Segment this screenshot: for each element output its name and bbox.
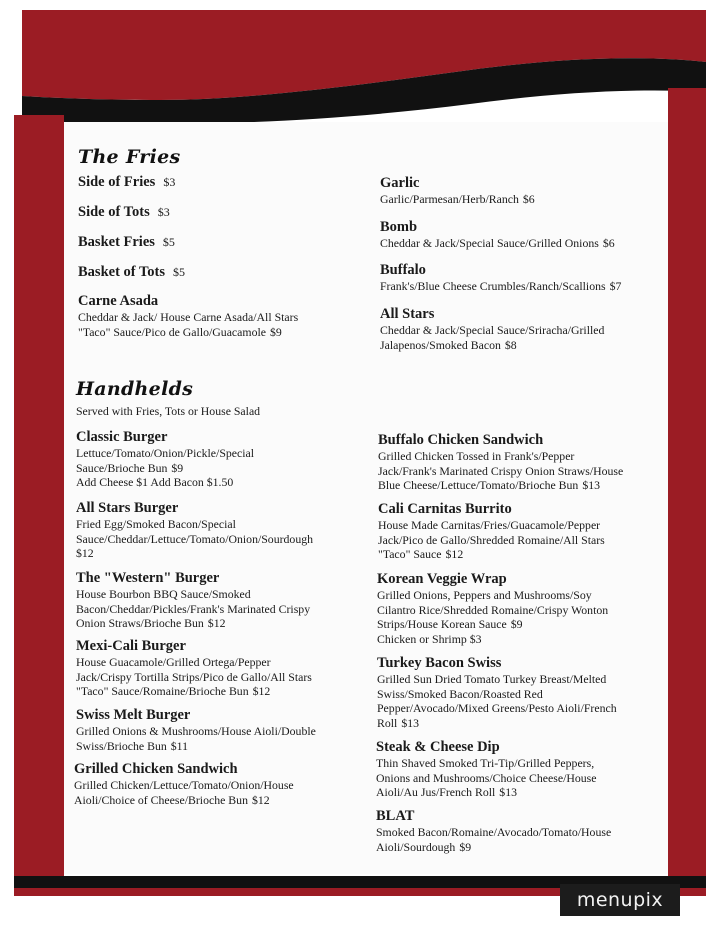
- item-desc: "Taco" Sauce/Romaine/Brioche Bun: [76, 684, 249, 699]
- item-price: $13: [499, 785, 517, 800]
- item-desc: House Bourbon BBQ Sauce/Smoked: [76, 587, 251, 601]
- item-desc: Bacon/Cheddar/Pickles/Frank's Marinated Crispy: [76, 601, 311, 616]
- item-desc: Blue Cheese/Lettuce/Tomato/Brioche Bun: [378, 478, 579, 493]
- item-desc: Garlic/Parmesan/Herb/Ranch: [380, 192, 519, 206]
- item-name: The "Western" Burger: [76, 570, 220, 586]
- handhelds-title: Handhelds: [76, 378, 194, 400]
- fries-item-carne-asada: [78, 293, 298, 339]
- item-desc: Sauce/Cheddar/Lettuce/Tomato/Onion/Sourdough: [76, 531, 314, 546]
- item-desc: Aioli/Sourdough: [376, 839, 456, 854]
- item-price: $12: [251, 792, 270, 807]
- item-name: Mexi-Cali Burger: [76, 638, 186, 654]
- item-price: $6: [522, 192, 535, 206]
- handheld-korean-veggie-wrap: [377, 571, 608, 646]
- handheld-western-burger: [76, 570, 310, 631]
- item-price: $11: [170, 738, 189, 753]
- item-desc: Fried Egg/Smoked Bacon/Special: [76, 517, 236, 531]
- item-desc: Grilled Onions & Mushrooms/House Aioli/Double: [76, 724, 316, 738]
- item-desc: Jack/Frank's Marinated Crispy Onion Straws/House: [378, 463, 624, 478]
- item-name: Cali Carnitas Burrito: [378, 501, 512, 517]
- item-desc: Thin Shaved Smoked Tri-Tip/Grilled Peppers,: [376, 756, 595, 770]
- item-name: Steak & Cheese Dip: [376, 739, 500, 755]
- item-price: $5: [173, 265, 186, 279]
- item-name: All Stars: [380, 306, 435, 322]
- handheld-classic-burger: [76, 429, 254, 490]
- handheld-blat: [376, 808, 611, 854]
- item-desc: Frank's/Blue Cheese Crumbles/Ranch/Scallions: [380, 279, 606, 293]
- item-name: Grilled Chicken Sandwich: [74, 761, 238, 777]
- handheld-mexi-cali-burger: [76, 638, 312, 699]
- item-desc: Grilled Onions, Peppers and Mushrooms/Soy: [377, 588, 592, 602]
- item-desc: Grilled Chicken Tossed in Frank's/Pepper: [378, 449, 575, 463]
- item-name: Basket Fries: [78, 234, 155, 250]
- item-price: $7: [609, 279, 622, 293]
- handheld-swiss-melt-burger: [76, 707, 316, 753]
- menupix-watermark: menupix: [560, 884, 680, 916]
- item-price: $12: [445, 547, 464, 562]
- item-desc: Cheddar & Jack/Special Sauce/Grilled Onions: [380, 236, 599, 250]
- item-desc: Onion Straws/Brioche Bun: [76, 616, 204, 631]
- item-name: Swiss Melt Burger: [76, 707, 191, 723]
- item-price: $12: [207, 616, 226, 631]
- handheld-buffalo-chicken-sandwich: [378, 432, 623, 493]
- item-price: $3: [157, 205, 170, 219]
- item-desc: "Taco" Sauce: [378, 547, 442, 562]
- fries-item-basket-fries: [78, 233, 175, 251]
- item-name: Side of Fries: [78, 174, 156, 190]
- item-price: $3: [163, 175, 176, 189]
- item-desc: Swiss/Smoked Bacon/Roasted Red: [377, 686, 543, 701]
- handheld-grilled-chicken-sandwich: [74, 761, 294, 807]
- item-desc: "Taco" Sauce/Pico de Gallo/Guacamole: [78, 324, 266, 339]
- item-desc: Aioli/Choice of Cheese/Brioche Bun: [74, 792, 248, 807]
- item-desc: Grilled Chicken/Lettuce/Tomato/Onion/House: [74, 778, 294, 792]
- fries-item-buffalo: [380, 262, 621, 294]
- item-name: Buffalo Chicken Sandwich: [378, 432, 544, 448]
- item-price: $9: [171, 460, 184, 475]
- handheld-steak-cheese-dip: [376, 739, 597, 800]
- item-name: All Stars Burger: [76, 500, 179, 516]
- item-desc: Lettuce/Tomato/Onion/Pickle/Special: [76, 446, 255, 460]
- item-addon: Add Cheese $1 Add Bacon $1.50: [76, 475, 234, 490]
- item-desc: House Guacamole/Grilled Ortega/Pepper: [76, 655, 271, 669]
- item-name: Side of Tots: [78, 204, 150, 220]
- item-price: $9: [459, 839, 472, 854]
- item-desc: Jack/Crispy Tortilla Strips/Pico de Gallo/All Stars: [76, 669, 312, 684]
- item-desc: Cilantro Rice/Shredded Romaine/Crispy Wonton: [377, 602, 609, 617]
- item-name: BLAT: [376, 808, 415, 824]
- item-addon: Chicken or Shrimp $3: [377, 631, 482, 646]
- item-desc: Grilled Sun Dried Tomato Turkey Breast/Melted: [377, 672, 607, 686]
- handheld-turkey-bacon-swiss: [377, 655, 617, 730]
- fries-item-all-stars: [380, 306, 604, 352]
- item-desc: Cheddar & Jack/ House Carne Asada/All Stars: [78, 310, 299, 324]
- fries-item-bomb: [380, 219, 615, 251]
- fries-item-side-fries: [78, 173, 175, 191]
- item-desc: Roll: [377, 715, 398, 730]
- item-name: Garlic: [380, 175, 420, 191]
- item-name: Turkey Bacon Swiss: [377, 655, 502, 671]
- item-price: $8: [504, 337, 517, 352]
- item-desc: Onions and Mushrooms/Choice Cheese/House: [376, 770, 597, 785]
- item-price: $12: [76, 546, 94, 561]
- item-price: $5: [162, 235, 175, 249]
- item-price: $9: [269, 324, 282, 339]
- handhelds-note: Served with Fries, Tots or House Salad: [76, 404, 261, 418]
- item-desc: Aioli/Au Jus/French Roll: [376, 785, 496, 800]
- item-price: $9: [510, 617, 523, 632]
- fries-item-side-tots: [78, 203, 170, 221]
- item-desc: Jack/Pico de Gallo/Shredded Romaine/All Stars: [378, 532, 605, 547]
- item-desc: Cheddar & Jack/Special Sauce/Sriracha/Grilled: [380, 323, 605, 337]
- fries-item-garlic: [380, 175, 535, 207]
- item-name: Bomb: [380, 219, 418, 235]
- item-name: Classic Burger: [76, 429, 168, 445]
- item-desc: Sauce/Brioche Bun: [76, 460, 168, 475]
- fries-item-basket-tots: [78, 263, 185, 281]
- item-desc: Smoked Bacon/Romaine/Avocado/Tomato/House: [376, 825, 612, 839]
- item-desc: Jalapenos/Smoked Bacon: [380, 337, 501, 352]
- item-desc: Pepper/Avocado/Mixed Greens/Pesto Aioli/French: [377, 701, 617, 716]
- item-desc: Strips/House Korean Sauce: [377, 617, 507, 632]
- item-name: Carne Asada: [78, 293, 159, 309]
- item-price: $13: [401, 715, 420, 730]
- item-desc: House Made Carnitas/Fries/Guacamole/Pepper: [378, 518, 601, 532]
- item-name: Buffalo: [380, 262, 426, 278]
- item-desc: Swiss/Brioche Bun: [76, 738, 167, 753]
- item-name: Korean Veggie Wrap: [377, 571, 507, 587]
- item-price: $13: [582, 478, 601, 493]
- handheld-cali-carnitas-burrito: [378, 501, 605, 562]
- item-price: $12: [252, 684, 271, 699]
- handheld-all-stars-burger: [76, 500, 313, 561]
- fries-title: The Fries: [78, 146, 181, 168]
- item-price: $6: [602, 236, 615, 250]
- item-name: Basket of Tots: [78, 264, 166, 280]
